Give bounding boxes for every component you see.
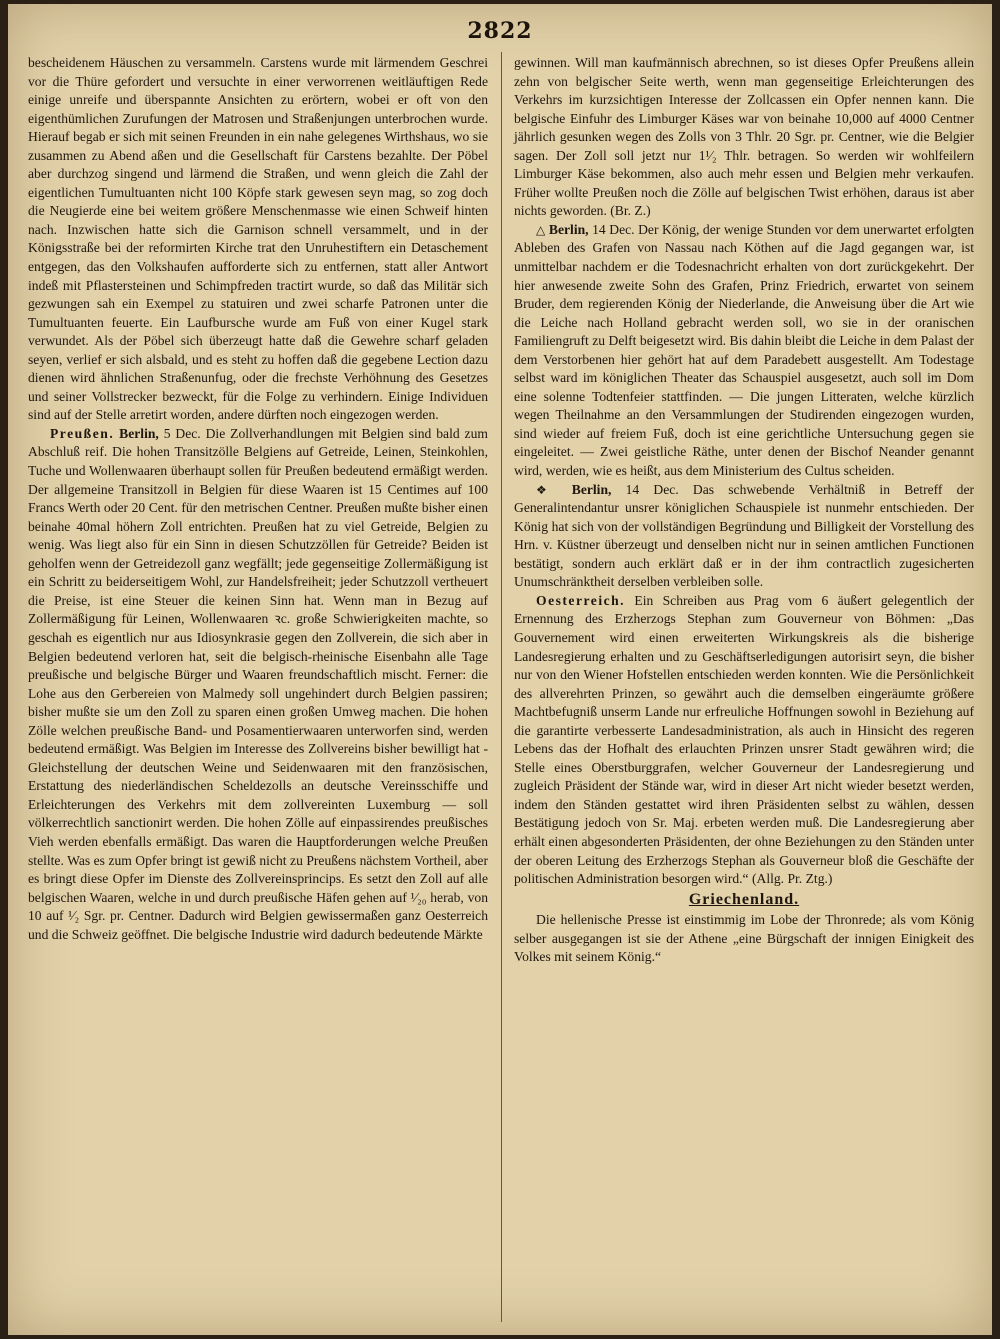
dateline-place: Berlin, <box>119 425 159 441</box>
article-paragraph-griechenland: Die hellenische Presse ist einstimmig im Lobe der Thronrede; als vom König selber ausgegangen ist sie der Athene „eine Bürgschaft der innigen Einigkeit des Volkes mit seinem König.“ <box>514 912 974 965</box>
article-text: Ein Schreiben aus Prag vom 6 äußert gelegentlich der Ernennung des Erzherzogs Stephan zum Gouverneur von Böhmen: „Das Gouvernement wird einen erweiterten Wirkungskreis als die bisherige Landesregierung erhalten und zu Geschäftserledigungen autorisirt seyn, die bisher nur von den Wiener Hofstellen entschieden werden konnten. Wie die Persönlichkeit des allverehrten Prinzen, so gewährt auch die demselben eingeräumte größere Machtbefugniß unserm Lande nur erfreuliche Hoffnungen sowohl in Beziehung auf die garantirte verbesserte Landesadministration, als auch in Hinsicht des regeren Lebens das der Hofhalt des erlauchten Prinzen unsrer Stadt gewähren wird; die Stelle eines Oberstburggrafen, welcher Gouverneur der Landesregierung und zugleich Präsident der Stände war, wird in dieser Art nicht wieder besetzt werden, indem den Ständen gestattet wird ihren Präsidenten selbst zu wählen, dessen Bestätigung jedoch von Sr. Maj. erbeten werden muß. Die Landesregierung aber erhält einen abgesonderten Präsidenten, der ohne Beziehungen zu den Ständen unter der oberen Leitung des Erzherzogs Stephan als Gouverneur bloß die Geschäfte der politischen Administration besorgen wird.“ (Allg. Pr. Ztg.) <box>514 592 974 887</box>
country-heading: Preußen. <box>50 425 115 441</box>
dateline-date: 5 Dec. <box>163 425 201 441</box>
dateline-place: Berlin, <box>571 481 612 497</box>
article-text: Das schwebende Verhältniß in Betreff der Generalintendantur unsrer königlichen Schauspiele ist nunmehr entschieden. Der König hat sich von der vollständigen Begründung und Billigkeit der Vorstellung des Hrn. v. Küstner überzeugt und denselben nicht nur in seinen amtlichen Functionen bestätigt, sondern auch erklärt daß er in der ihm contractlich zugesicherten Unumschränktheit derselben verbleiben solle. <box>514 481 974 590</box>
article-text: Der König, der wenige Stunden vor dem unerwartet erfolgten Ableben des Grafen von Nassau nach Köthen auf die Jagd gegangen war, ist unmittelbar nachdem er die Todesnachricht erhalten von dort zurückgekehrt. Der hier anwesende zweite Sohn des Grafen, Prinz Friedrich, erwartet von seinem Bruder, dem regierenden König der Niederlande, die Anweisung über die Art wie die Leiche nach Holland gebracht werden soll, wo sie in der oranischen Familiengruft zu Delft beigesetzt wird. Bis dahin bleibt die Leiche in dem Palast der dem Verstorbenen hier gehört hat auf dem Paradebett ausgestellt. Am Todestage selbst ward im königlichen Theater das Schauspiel ausgesetzt, auch soll im Dom eine solenne Todtenfeier stattfinden. — Die jungen Litteraten, welche kürzlich wegen Theilnahme an den Versammlungen der Studirenden eingezogen wurden, sind wieder auf freiem Fuß, doch ist eine gerichtliche Untersuchung gegen sie eingeleitet. — Zwei geistliche Räthe, unter denen der Bischof Neander genannt wird, werden, wie es heißt, aus dem Ministerium des Cultus scheiden. <box>514 221 975 479</box>
article-paragraph: gewinnen. Will man kaufmännisch abrechnen, so ist dieses Opfer Preußens allein zehn von belgischer Seite werth, wenn man gegenseitige Erleichterungen des Verkehrs im kurzsichtigen Interesse der Zollcassen ein Opfer nennen kann. Die belgische Einfuhr des Limburger Käses war von beinahe 10,000 auf 4000 Centner jährlich gesunken wegen des Zolls von 3 Thlr. 20 Sgr. pr. Centner, wie die Belgier sagen. Der Zoll soll jetzt nur 1¹⁄₂ Thlr. betragen. So werden wir wohlfeilern Limburger Käse bekommen, also auch mehr essen und Belgien mehr verkaufen. Früher wollte Preußen noch die Zölle auf belgischen Twist erhöhen, daraus ist aber nichts geworden. (Br. Z.) <box>514 55 974 219</box>
article-paragraph-berlin-2 <box>514 481 974 592</box>
newspaper-page <box>8 4 992 1335</box>
section-heading: Griechenland. <box>688 890 800 908</box>
triangle-icon: △ <box>536 222 546 237</box>
article-paragraph-berlin-1 <box>514 221 974 481</box>
column-divider <box>501 52 502 1322</box>
article-paragraph-preussen <box>28 425 488 944</box>
article-text: Die Zollverhandlungen mit Belgien sind bald zum Abschluß reif. Die hohen Transitzölle Belgiens auf Getreide, Leinen, Steinkohlen, Tuche und Wollenwaaren überhaupt sollen für Preußen bedeutend ermäßigt werden. Der allgemeine Transitzoll in Belgien für diese Waaren ist 15 Centimes auf 100 Francs Werth oder 20 Cent. für den metrischen Centner. Preußen mußte bisher einen beinahe 40mal höhern Zoll entrichten. Preußen hat zu viel Getreide, Belgien zu wenig. Was liegt also für ein Sinn in diesen Schutzzöllen für Getreide? Beiden ist geholfen wenn der Getreidezoll ganz wegfällt; jede gegenseitige Zollermäßigung ist ein Schritt zu beiderseitigem Wohl, zur Handelsfreiheit; jeder Schutzzoll vertheuert die Preise, ist eine Steuer die keinen Sinn hat. Wenn man in Bezug auf Zollermäßigung für Leinen, Wollenwaaren ꝛc. große Schwierigkeiten machte, so geschah es eigentlich nur aus Idiosynkrasie gegen den Zollverein, die sich aber in Belgien bedeutend verloren hat, seit die belgisch-rheinische Eisenbahn alle Tage preußische und belgische Bürger und Waaren freundschaftlich mischt. Ferner: die Lohe aus den Gerbereien von Malmedy soll ungehindert durch Belgien passiren; bisher mußte sie um den Zoll zu sparen einen großen Umweg machen. Die hohen Zölle welchen preußische Band- und Posamentierwaaren unterworfen sind, werden bedeutend ermäßigt. Was Belgien im Interesse des Zollvereins bisher bewilligt hat - Gleichstellung der deutschen Weine und Seidenwaaren mit den französischen, Erstattung des niederländischen Scheldezolls an deutsche Vereinsschiffe und Erleichterungen des Verkehrs mit dem zollvereinten Luxemburg — soll völkerrechtlich sanctionirt werden. Die hohen Zölle auf einpassirendes preußisches Vieh werden ebenfalls ermäßigt. Das waren die Hauptforderungen welche Preußen stellte. Was es zum Opfer bringt ist gewiß nicht zu Preußens nächstem Vortheil, aber es bringt diese Opfer im Dienste des Zollvereinsprincips. Es setzt den Zoll auf alle belgischen Waaren, welche in und durch preußische Häfen gehen auf ¹⁄₂₀ herab, von 10 auf ¹⁄₂ Sgr. pr. Centner. Dadurch wird Belgien gewissermaßen ganz Oesterreich und die Schweiz geöffnet. Die belgische Industrie wird dadurch bedeutende Märkte <box>28 425 488 942</box>
article-paragraph-oesterreich <box>514 592 974 889</box>
dateline-place: Berlin, <box>548 221 589 237</box>
left-column <box>28 54 488 944</box>
ornament-icon: ❖ <box>536 482 558 497</box>
page-number: 2822 <box>467 18 533 44</box>
dateline-date: 14 Dec. <box>592 221 635 237</box>
dateline-date: 14 Dec. <box>625 481 679 497</box>
article-paragraph: bescheidenem Häuschen zu versammeln. Carstens wurde mit lärmendem Geschrei vor die Thüre gefordert und versuchte in einer verworrenen weitläuftigen Rede einige unreife und überspannte Ansichten zu erörtern, wobei er oft von den eigenthümlichen Zurufungen der Matrosen und Straßenjungen unterbrochen wurde. Hierauf begab er sich mit seinen Freunden in ein nahe gelegenes Wirthshaus, wo sie zusammen zu Abend aßen und die Gesellschaft für Carstens bezahlte. Der Pöbel aber durchzog singend und lärmend die Straßen, und wenn gleich die Zahl der eigentlichen Tumultuanten nicht 100 Köpfe stark gewesen seyn mag, so zog doch die Neugierde eine bei weitem größere Menschenmasse wie einen Schweif hinten nach. Inzwischen hatte sich die Garnison schnell versammelt, und in der Königsstraße bei der reformirten Kirche trat den Unruhestiftern ein Detaschement entgegen, das den Volkshaufen aufforderte sich zu entfernen, statt aller Antwort indeß mit Pflastersteinen und Schimpfreden tractirt wurde, so daß das Militär sich gezwungen sah ein Exempel zu statuiren und zwei scharfe Patronen unter die Tumultuanten feuerte. Ein Laufbursche wurde am Fuß von einer Kugel stark verwundet. Als der Pöbel sich überzeugt hatte daß die Gewehre scharf geladen seyen, verlief er sich alsbald, und es steht zu hoffen daß die gegebene Lection dazu dienen wird ähnlichen Straßenunfug, oder die frechste Verhöhnung des Gesetzes und seiner Vollstrecker bezweckt, für die Folge zu verhindern. Einige Individuen sind auf der Stelle arretirt worden, andere dürften noch eingezogen werden. <box>28 55 488 423</box>
right-column <box>514 54 974 967</box>
country-heading: Oesterreich. <box>536 592 626 608</box>
